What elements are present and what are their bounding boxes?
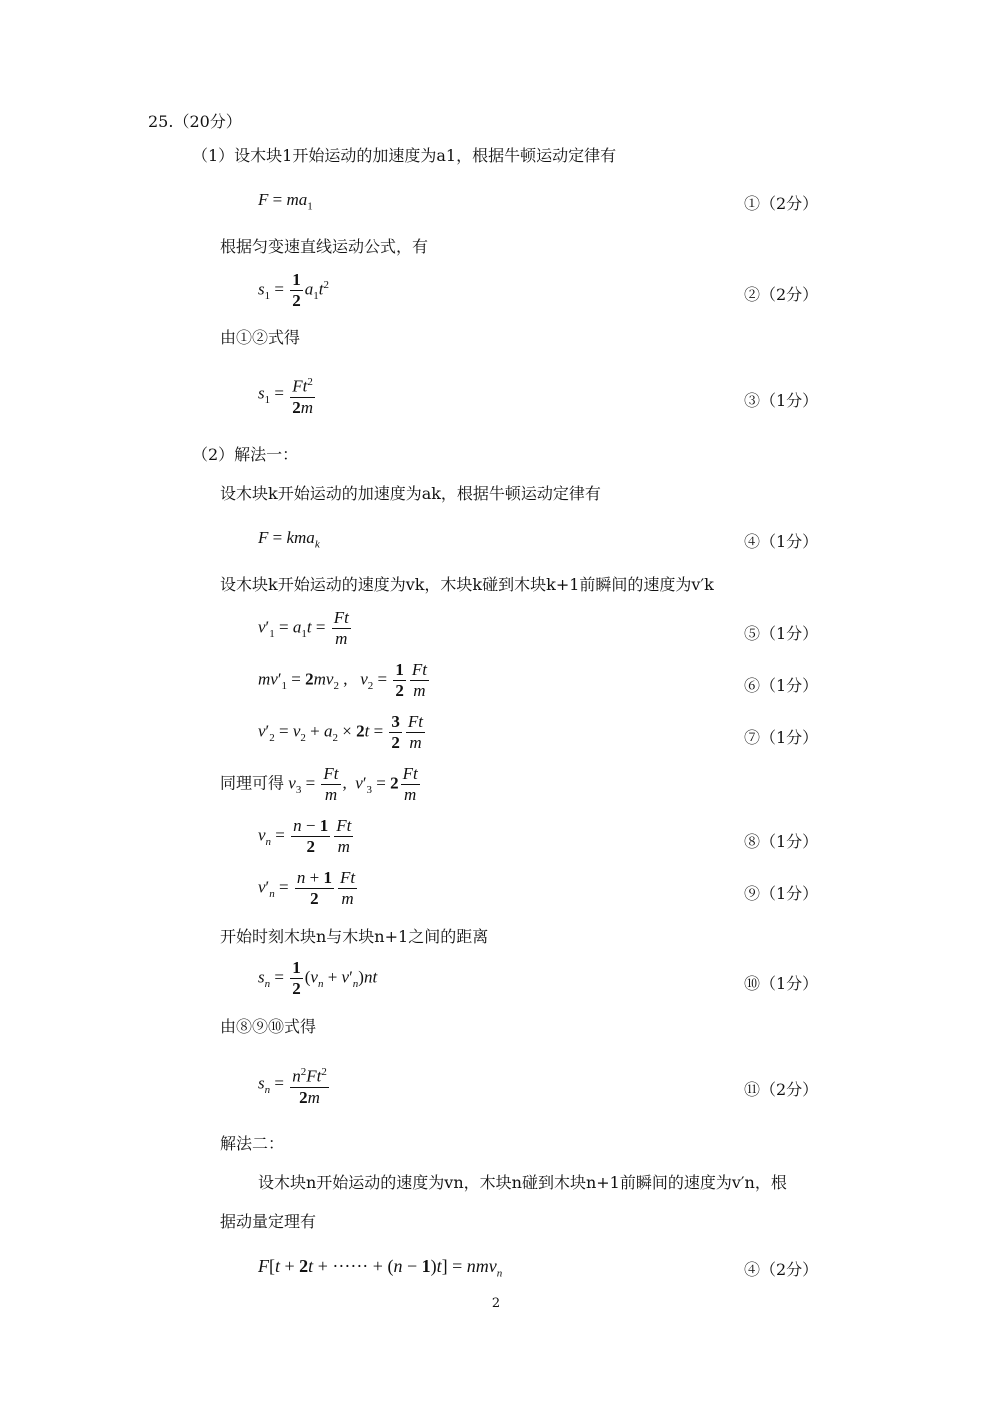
score-1: ①（2分） [744,194,819,213]
equation-similar: 同理可得 $v_3$ = $\frac{Ft}{m}$ , $v'_3 = 2$ $\frac{Ft}{m}$ [220,764,418,804]
score-3: ③（1分） [744,391,819,410]
equation-2: $s_1$ = $\frac{1}{2}$ $a_1t^2$ [258,270,329,310]
part1-mid-text: 根据匀变速直线运动公式，有 [220,237,429,256]
score-2: ②（2分） [744,285,819,304]
score-8: ⑧（1分） [744,832,819,851]
score-11: ⑪（2分） [744,1080,819,1099]
equation-5: $v'_1 = a_1t$ = $\frac{Ft}{m}$ [258,608,349,648]
distance-text: 开始时刻木块n与木块n+1之间的距离 [220,927,489,946]
k-speed-text: 设木块k开始运动的速度为vk，木块k碰到木块k+1前瞬间的速度为v′k [220,575,714,594]
score-5: ⑤（1分） [744,624,819,643]
part2-derive-text: 由⑧⑨⑩式得 [220,1017,317,1036]
equation-10: $s_n$ = $\frac{1}{2}$ $(v_n + v'_n)nt$ [258,958,378,998]
equation-9: $v'_n$ = $\frac{n + 1}{2}$ $\frac{Ft}{m}$ [258,868,356,908]
score-9: ⑨（1分） [744,884,819,903]
equation-3: $s_1$ = $\frac{Ft^2}{2m}$ [258,372,317,418]
equation-11: $s_n$ = $\frac{n^2Ft^2}{2m}$ [258,1062,331,1108]
equation-7: $v'_2 = v_2 + a_2 \times 2t$ = $\frac{3}{2}$ $\frac{Ft}{m}$ [258,712,424,752]
part1-intro: （1）设木块1开始运动的加速度为a1，根据牛顿运动定律有 [192,146,617,165]
method2-line1: 设木块n开始运动的速度为vn，木块n碰到木块n+1前瞬间的速度为v′n，根 [258,1173,787,1192]
score-10: ⑩（1分） [744,974,819,993]
equation-4: F = kma$_k$ [258,528,320,551]
score-7: ⑦（1分） [744,728,819,747]
method2-title: 解法二： [220,1134,285,1153]
score-4: ④（1分） [744,532,819,551]
equation-1: $F = ma_1$ [258,190,313,213]
equation-6: $mv'_1 = 2mv_2$ , $v_2$ = $\frac{1}{2}$ $\frac{Ft}{m}$ [258,660,427,700]
page-number: 2 [491,1296,501,1311]
part1-derive-text: 由①②式得 [220,328,301,347]
problem-header: 25.（20分） [148,112,242,131]
k-accel-text: 设木块k开始运动的加速度为ak，根据牛顿运动定律有 [220,484,601,503]
score-12: ④（2分） [744,1260,819,1279]
method2-line2: 据动量定理有 [220,1212,317,1231]
score-6: ⑥（1分） [744,676,819,695]
equation-12: F[t + 2t + ······ + (n − 1)t] = nmv$_n$ [258,1256,503,1280]
equation-8: $v_n$ = $\frac{n - 1}{2}$ $\frac{Ft}{m}$ [258,816,352,856]
similar-text: 同理可得 [220,773,285,793]
method1-title: （2）解法一： [192,445,299,464]
